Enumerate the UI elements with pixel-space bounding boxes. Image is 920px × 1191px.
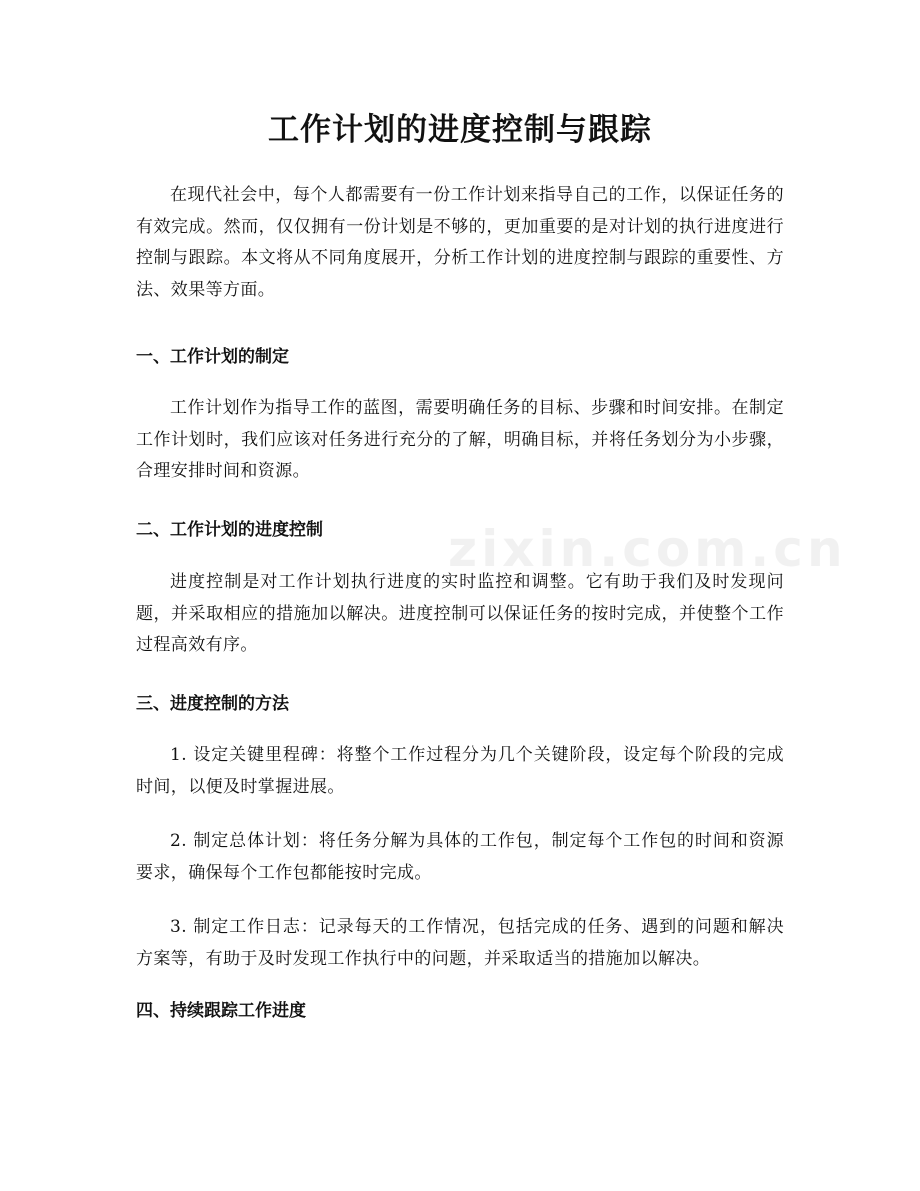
intro-paragraph: 在现代社会中，每个人都需要有一份工作计划来指导自己的工作，以保证任务的有效完成。然而，仅仅拥有一份计划是不够的，更加重要的是对计划的执行进度进行控制与跟踪。本文将从不同角度展开，分析工作计划的进度控制与跟踪的重要性、方法、效果等方面。	[136, 185, 784, 300]
section-heading-2: 二、工作计划的进度控制	[136, 520, 323, 540]
method-item-2: 2. 制定总体计划：将任务分解为具体的工作包，制定每个工作包的时间和资源要求，确保每个工作包都能按时完成。	[136, 831, 784, 883]
section-1-paragraph: 工作计划作为指导工作的蓝图，需要明确任务的目标、步骤和时间安排。在制定工作计划时，我们应该对任务进行充分的了解，明确目标，并将任务划分为小步骤，合理安排时间和资源。	[136, 398, 784, 481]
document-title: 工作计划的进度控制与跟踪	[268, 112, 652, 148]
watermark-text: zixin.com.cn	[448, 520, 847, 578]
section-heading-1: 一、工作计划的制定	[136, 347, 289, 367]
section-heading-3: 三、进度控制的方法	[136, 694, 289, 714]
method-item-3: 3. 制定工作日志：记录每天的工作情况，包括完成的任务、遇到的问题和解决方案等，有助于及时发现工作执行中的问题，并采取适当的措施加以解决。	[136, 917, 784, 969]
method-item-1: 1. 设定关键里程碑：将整个工作过程分为几个关键阶段，设定每个阶段的完成时间，以便及时掌握进展。	[136, 745, 784, 797]
section-heading-4: 四、持续跟踪工作进度	[136, 1001, 306, 1021]
section-2-paragraph: 进度控制是对工作计划执行进度的实时监控和调整。它有助于我们及时发现问题，并采取相应的措施加以解决。进度控制可以保证任务的按时完成，并使整个工作过程高效有序。	[136, 572, 784, 655]
